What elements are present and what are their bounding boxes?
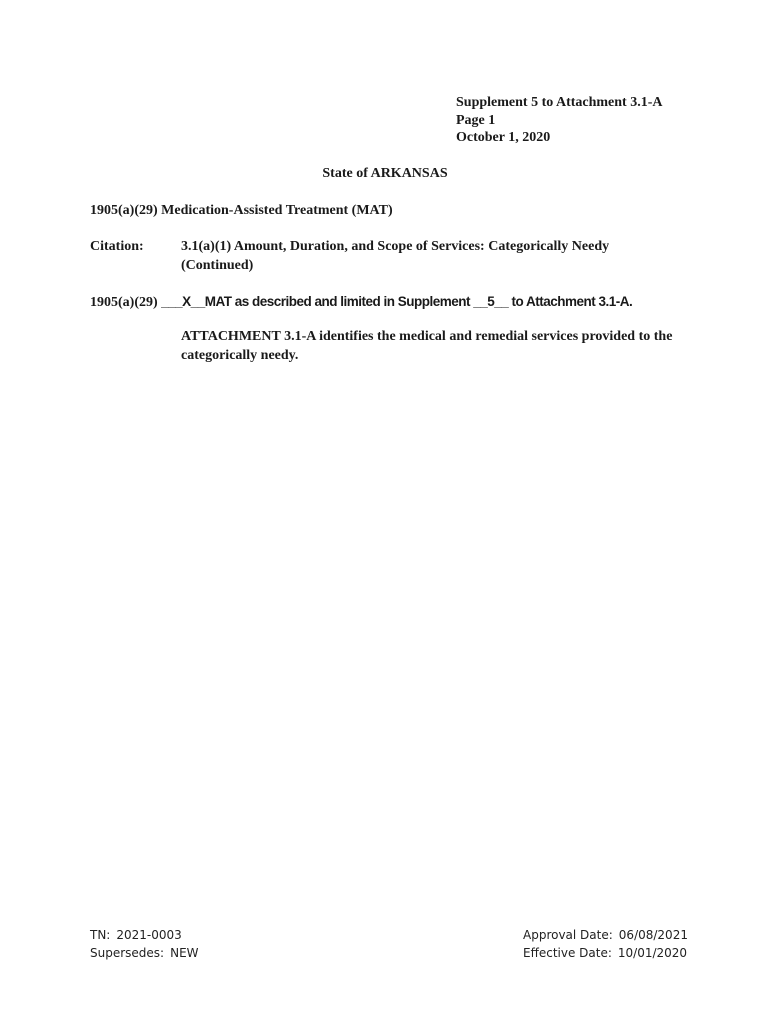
effective-value: 10/01/2020 — [617, 946, 688, 960]
supplement-line: Supplement 5 to Attachment 3.1-A — [456, 95, 663, 110]
effective-label: Effective Date: — [523, 946, 612, 960]
header-date: October 1, 2020 — [456, 130, 551, 145]
state-title: State of ARKANSAS — [322, 166, 448, 181]
document-header — [456, 94, 663, 147]
tn-row — [90, 926, 199, 944]
footer-right — [523, 926, 688, 962]
citation-label: Citation: — [90, 239, 144, 254]
supersedes-row — [90, 944, 199, 962]
page-number: Page 1 — [456, 112, 496, 128]
provision-text: ___X__MAT as described and limited in Supplement __5__ to Attachment 3.1-A. — [161, 294, 633, 309]
approval-value: 06/08/2021 — [618, 928, 688, 942]
state-title-row — [0, 166, 770, 182]
provision-line — [90, 292, 632, 312]
supersedes-value: NEW — [170, 946, 199, 960]
section-title: 1905(a)(29) Medication-Assisted Treatment (MAT) — [90, 203, 393, 218]
attachment-note: ATTACHMENT 3.1-A identifies the medical and remedial services provided to the categorically needy. — [181, 329, 673, 363]
approval-label: Approval Date: — [523, 928, 613, 942]
supersedes-label: Supersedes: — [90, 946, 165, 960]
footer-left — [90, 926, 199, 962]
citation-text: 3.1(a)(1) Amount, Duration, and Scope of Services: Categorically Needy (Continued) — [181, 239, 610, 273]
tn-label: TN: — [90, 928, 111, 942]
effective-row — [523, 944, 688, 962]
tn-value: 2021-0003 — [116, 928, 182, 942]
approval-row — [523, 926, 688, 944]
provision-ref: 1905(a)(29) — [90, 295, 158, 310]
